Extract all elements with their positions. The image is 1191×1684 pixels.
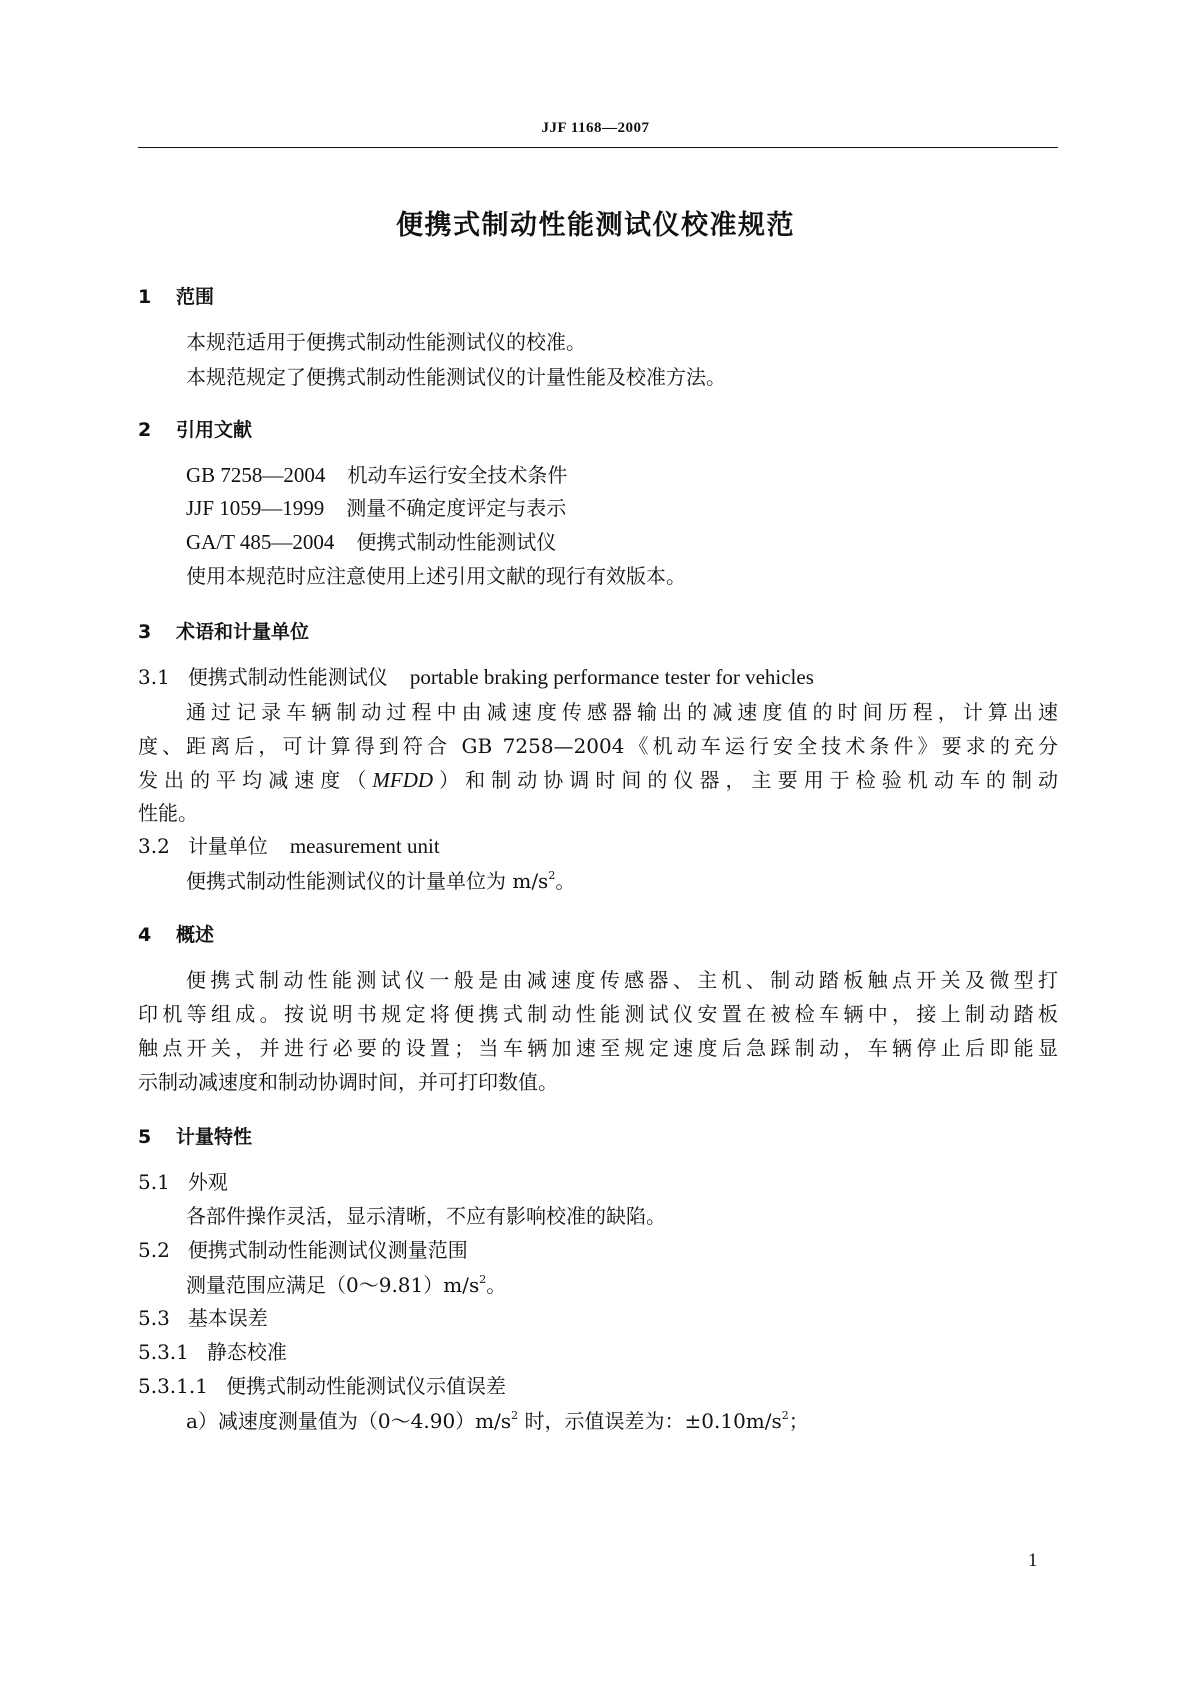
section-number: 1: [138, 286, 152, 308]
term-name: 便携式制动性能测试仪: [187, 665, 388, 689]
paragraph: [186, 870, 575, 891]
section-title: 范围: [176, 286, 215, 308]
clause-5-3: [138, 1308, 268, 1328]
reference-title: 机动车运行安全技术条件: [347, 463, 568, 487]
clause-title: 便携式制动性能测试仪测量范围: [187, 1238, 468, 1262]
clause-number: 5.3.1: [138, 1340, 189, 1364]
clause-number: 5.3: [138, 1306, 170, 1330]
reference-code: GA/T 485—2004: [186, 530, 335, 554]
section-number: 5: [138, 1126, 152, 1148]
term-english: measurement unit: [289, 834, 440, 858]
superscript: 2: [781, 1409, 789, 1422]
clause-number: 3.2: [138, 834, 170, 858]
paragraph-line: 便携式制动性能测试仪一般是由减速度传感器、主机、制动踏板触点开关及微型打: [186, 968, 1058, 992]
header-divider: [138, 147, 1058, 148]
clause-title: 静态校准: [206, 1340, 287, 1364]
clause-title: 便携式制动性能测试仪示值误差: [225, 1374, 506, 1398]
section-number: 4: [138, 924, 152, 946]
term-3-1: [138, 667, 814, 688]
section-3-heading: [138, 617, 309, 644]
reference-code: GB 7258—2004: [186, 463, 326, 487]
reference-item: [186, 465, 567, 486]
clause-5-3-1: [138, 1342, 287, 1362]
page-number: 1: [1028, 1550, 1038, 1571]
paragraph: [186, 1274, 506, 1295]
text-fragment: 发出的平均减速度（: [138, 768, 373, 792]
clause-number: 5.1: [138, 1170, 170, 1194]
clause-5-1: [138, 1172, 228, 1192]
paragraph-line: 通过记录车辆制动过程中由减速度传感器输出的减速度值的时间历程，计算出速: [186, 700, 1058, 724]
paragraph-line: 印机等组成。按说明书规定将便携式制动性能测试仪安置在被检车辆中，接上制动踏板: [138, 1002, 1058, 1026]
reference-title: 测量不确定度评定与表示: [346, 496, 567, 520]
reference-item: [186, 532, 556, 553]
reference-code: JJF 1059—1999: [186, 496, 325, 520]
text-fragment: 便携式制动性能测试仪的计量单位为 m/s: [186, 869, 549, 893]
clause-number: 5.2: [138, 1238, 170, 1262]
paragraph-line: 示制动减速度和制动协调时间，并可打印数值。: [138, 1070, 558, 1094]
paragraph-line: 触点开关，并进行必要的设置；当车辆加速至规定速度后急踩制动，车辆停止后即能显: [138, 1036, 1058, 1060]
paragraph: 本规范适用于便携式制动性能测试仪的校准。: [186, 330, 586, 354]
term-name: 计量单位: [187, 834, 268, 858]
clause-number: 5.3.1.1: [138, 1374, 208, 1398]
paragraph: 本规范规定了便携式制动性能测试仪的计量性能及校准方法。: [186, 365, 726, 389]
section-1-heading: [138, 282, 214, 309]
section-2-heading: [138, 415, 252, 442]
section-title: 引用文献: [176, 419, 253, 441]
clause-5-2: [138, 1240, 468, 1260]
reference-item: [186, 498, 566, 519]
clause-5-3-1-1: [138, 1376, 506, 1396]
superscript: 2: [548, 869, 556, 882]
text-fragment: 测量范围应满足（0～9.81）m/s: [186, 1273, 480, 1297]
section-5-heading: [138, 1122, 252, 1149]
text-fragment: a）减速度测量值为（0～4.90）m/s: [186, 1409, 512, 1433]
term-3-2: [138, 836, 440, 857]
text-fragment: 。: [555, 869, 576, 893]
term-english: portable braking performance tester for vehicles: [409, 665, 814, 689]
clause-title: 基本误差: [187, 1306, 268, 1330]
paragraph-line: 度、距离后，可计算得到符合 GB 7258—2004《机动车运行安全技术条件》要求的充分: [138, 734, 1058, 758]
paragraph-line: [138, 770, 1058, 791]
superscript: 2: [479, 1273, 487, 1286]
superscript: 2: [511, 1409, 519, 1422]
abbreviation: MFDD: [372, 768, 434, 792]
paragraph: 使用本规范时应注意使用上述引用文献的现行有效版本。: [186, 564, 686, 588]
list-item-a: [186, 1410, 809, 1431]
section-title: 计量特性: [176, 1126, 253, 1148]
page-title: 便携式制动性能测试仪校准规范: [396, 210, 795, 241]
clause-number: 3.1: [138, 665, 170, 689]
reference-title: 便携式制动性能测试仪: [356, 530, 557, 554]
section-number: 3: [138, 621, 152, 643]
section-title: 术语和计量单位: [176, 621, 310, 643]
text-fragment: ）和制动协调时间的仪器，主要用于检验机动车的制动: [433, 768, 1059, 792]
section-title: 概述: [176, 924, 215, 946]
clause-title: 外观: [187, 1170, 228, 1194]
text-fragment: 。: [486, 1273, 507, 1297]
standard-code: JJF 1168—2007: [541, 120, 650, 136]
paragraph-line: 性能。: [138, 801, 198, 825]
section-4-heading: [138, 920, 214, 947]
paragraph: 各部件操作灵活，显示清晰，不应有影响校准的缺陷。: [186, 1204, 666, 1228]
section-number: 2: [138, 419, 152, 441]
text-fragment: ；: [788, 1409, 809, 1433]
text-fragment: 时，示值误差为：±0.10m/s: [518, 1409, 782, 1433]
